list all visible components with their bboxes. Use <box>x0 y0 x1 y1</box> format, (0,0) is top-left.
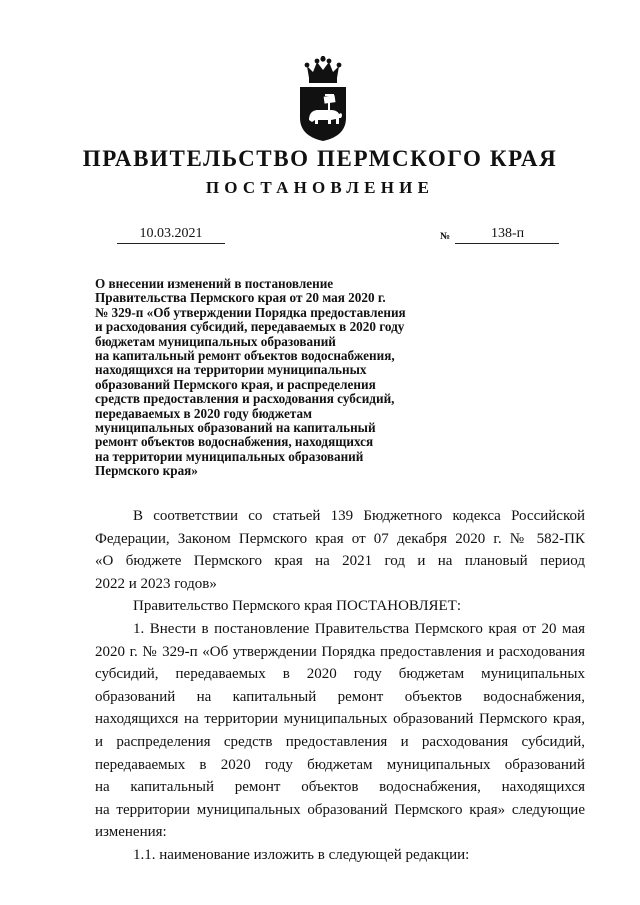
decree-paragraph <box>95 595 585 618</box>
document-date: 10.03.2021 <box>117 226 225 244</box>
body-line: и распределения средств предоставления и расходования субсидий, <box>95 733 585 750</box>
body-line: 2022 и 2023 годов» <box>95 575 217 592</box>
item-1-1-line: 1.1. наименование изложить в следующей редакции: <box>133 846 470 863</box>
body-line: субсидий, передаваемых в 2020 году бюджетам муниципальных <box>95 666 585 683</box>
subject-line: муниципальных образований на капитальный <box>95 420 376 436</box>
subject-line: ремонт объектов водоснабжения, находящихся <box>95 434 374 450</box>
body-line: образований на капитальный ремонт объектов водоснабжения, <box>95 688 585 705</box>
subject-line: и расходования субсидий, передаваемых в 2020 году <box>95 319 405 335</box>
body-line: на территории муниципальных образований Пермского края» следующие <box>95 801 585 818</box>
subject-line: на капитальный ремонт объектов водоснабжения, <box>95 348 395 364</box>
body-line: Федерации, Законом Пермского края от 07 декабря 2020 г. № 582-ПК <box>95 530 585 547</box>
subject-line: находящихся на территории муниципальных <box>95 362 367 378</box>
body-line: 1. Внести в постановление Правительства Пермского края от 20 мая <box>133 620 585 637</box>
item-1-1-paragraph <box>95 844 585 867</box>
subject-line: на территории муниципальных образований <box>95 448 364 464</box>
government-title: ПРАВИТЕЛЬСТВО ПЕРМСКОГО КРАЯ <box>82 146 558 171</box>
subject-line: средств предоставления и расходования субсидий, <box>95 391 395 407</box>
subject-line: № 329-п «Об утверждении Порядка предоставления <box>95 304 406 320</box>
document-subject <box>95 277 495 479</box>
body-line: изменения: <box>95 824 167 841</box>
body-line: передаваемых в 2020 году бюджетам муниципальных образований <box>95 756 585 773</box>
decree-line: Правительство Пермского края ПОСТАНОВЛЯЕТ: <box>133 598 462 615</box>
preamble-paragraph <box>95 505 585 595</box>
subject-line: О внесении изменений в постановление <box>95 276 334 291</box>
body-line: «О бюджете Пермского края на 2021 год и на плановый период <box>95 553 585 570</box>
document-type-title: ПОСТАНОВЛЕНИЕ <box>205 178 435 197</box>
subject-line: Пермского края» <box>95 463 198 479</box>
number-sign: № <box>440 231 451 242</box>
subject-line: передаваемых в 2020 году бюджетам <box>95 405 313 421</box>
subject-line: образований Пермского края, и распределения <box>95 376 376 392</box>
body-line: В соответствии со статьей 139 Бюджетного кодекса Российской <box>133 508 585 524</box>
body-line: 2020 г. № 329-п «Об утверждении Порядка предоставления и расходования <box>95 643 585 660</box>
body-line: на капитальный ремонт объектов водоснабжения, находящихся <box>95 779 585 796</box>
crown-icon <box>305 56 342 83</box>
subject-line: Правительства Пермского края от 20 мая 2020 г. <box>95 290 386 306</box>
item-1-paragraph <box>95 618 585 844</box>
document-body <box>95 505 585 867</box>
subject-line: бюджетам муниципальных образований <box>95 333 336 349</box>
body-line: находящихся на территории муниципальных образований Пермского края, <box>95 711 585 728</box>
document-number: 138-п <box>455 226 559 244</box>
coat-of-arms-emblem <box>297 56 349 142</box>
